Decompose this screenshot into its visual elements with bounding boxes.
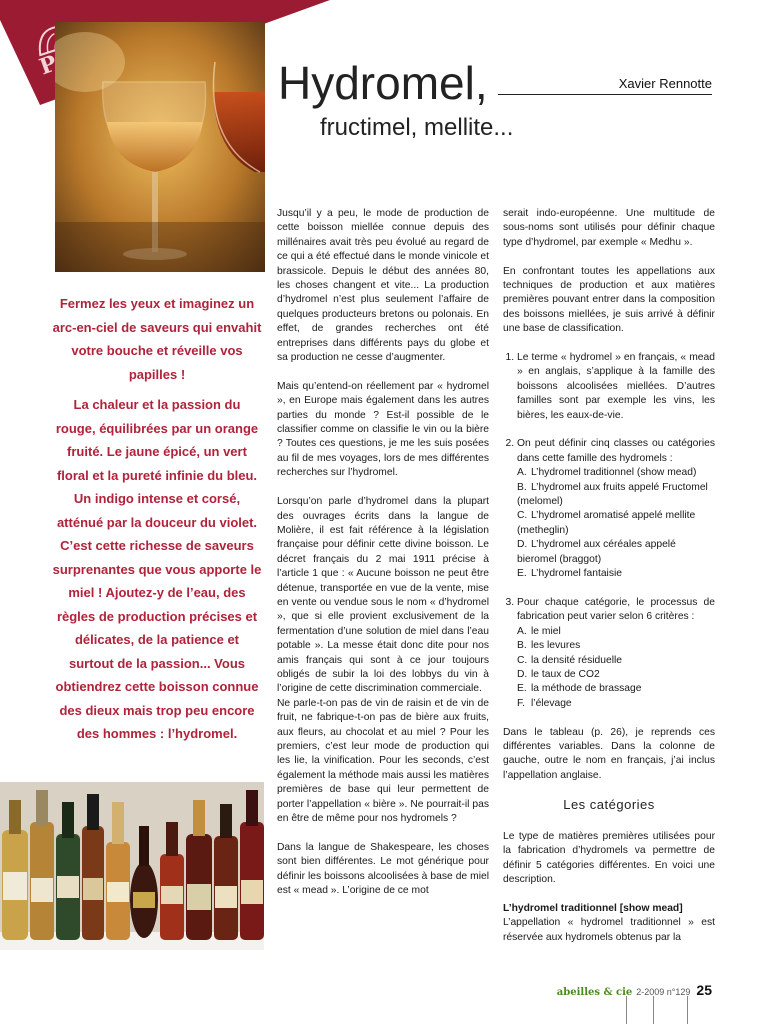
body-paragraph: Le type de matières premières utilisées pour la fabrication d’hydromels va permettre de définir 5 catégories différentes. En voici une description. [503,830,715,886]
list-item-text: On peut définir cinq classes ou catégories dans cette famille des hydromels : [517,438,715,464]
sublist-item: E. L’hydromel fantaisie [517,568,623,580]
list-item [517,351,715,423]
body-paragraph: Lorsqu’on parle d’hydromel dans la plupart des ouvrages écrits dans la langue de Molière, il est fait référence à la législation française pour définir cette divine boisson. Le décret français du 2 mai 1911 précise à l’article 1 que : « Aucune boisson ne peut être détenue, transportée en vue de la vente, mise en vente ou vendue sous le nom « d’hydromel », que si elle provient exclusivement de la fermentation d’une solution de miel dans l’eau potable ». La messe était donc dite pour nos amis français qui sont à ce jour toujours obligés de subir la loi des lobbys du vin à l’origine de cette discrimination commerciale. [277,496,489,695]
list-item-text: Le terme « hydromel » en français, « mead » en anglais, s’applique à la famille des boissons alcoolisées miellées. D’autres familles sont par exemple les vins, les bières, les eaux-de-vie. [517,352,715,421]
criteria-sublist [517,625,715,711]
footer-rule [687,996,688,1024]
body-paragraph: Mais qu’entend-on réellement par « hydromel », en Europe mais également dans les autres parties du monde ? Est-il possible de le classifier comme on classifie le vin ou la bière ? Toutes ces questions, je me les suis posées au fil de mes voyages, lors de mes différentes recherches sur l’hydromel. [277,380,489,479]
body-paragraph: L’appellation « hydromel traditionnel » est réservée aux hydromels obtenus par la [503,917,715,943]
list-item [517,437,715,581]
pull-quote [52,292,262,753]
article-author: Xavier Rennotte [618,76,712,91]
paragraph-heading: L’hydromel traditionnel [show mead] [503,902,683,914]
pull-quote-paragraph: La chaleur et la passion du rouge, équilibrées par un orange fruité. Le jaune épicé, un vert floral et la pureté infinie du bleu. Un indigo intense et corsé, atténué par la douceur du violet. C’est cette richesse de saveurs surprenantes que vous apporte le miel ! Ajoutez-y de l’eau, des règles de production précises et délicates, de la patience et surtout de la passion... Vous obtiendrez cette boisson connue des dieux mais trop peu encore des hommes : l’hydromel. [52,397,262,741]
body-paragraph: Dans la langue de Shakespeare, les choses sont bien différentes. Le mot générique pour définir les boissons alcoolisées à base de miel est « mead ». L’origine de ce mot [277,841,489,897]
category-sublist [517,466,715,581]
wine-glasses-photo [55,22,265,272]
body-column-1 [277,207,489,913]
issue-number: 2-2009 n°129 [636,987,691,997]
article-subtitle: fructimel, mellite... [320,114,514,141]
section-subheading: Les catégories [563,796,655,812]
sublist-item: C. la densité résiduelle [517,654,623,666]
sublist-item: F. l’élevage [517,697,572,709]
body-paragraph: serait indo-européenne. Une multitude de sous-noms sont utilisés pour définir chaque type d’hydromel, par exemple « Medhu ». [503,208,715,248]
footer-rule [626,996,627,1024]
mead-bottles-photo [0,782,264,950]
classification-list [503,351,715,711]
body-paragraph: Jusqu’il y a peu, le mode de production de cette boisson miellée connue depuis des millénaires avait très peu évolué au regard de ce qui a été effectué dans le monde vinicole et brassicole. Depuis le début des années 80, les choses changent et vite... La production d’hydromel n’est plus seulement l’affaire de quelques producteurs bretons ou polonais. En effet, de grandes recherches ont été entreprises dans différents pays du globe et sa production ne cesse d’augmenter. [277,208,489,364]
sublist-item: A. L’hydromel traditionnel (show mead) [517,467,697,479]
sublist-item: C. L’hydromel aromatisé appelé mellite (metheglin) [517,510,696,536]
footer-rule [653,996,654,1024]
sublist-item: A. le miel [517,625,561,637]
sublist-item: D. L’hydromel aux céréales appelé bieromel (braggot) [517,539,676,565]
list-item [517,596,715,711]
body-paragraph: En confrontant toutes les appellations aux techniques de production et aux matières premières pouvant entrer dans la composition des boissons miellées, je suis arrivé à définir une base de classification. [503,265,715,335]
title-rule [498,94,712,95]
list-item-text: Pour chaque catégorie, le processus de fabrication peut varier selon 6 critères : [517,596,715,623]
body-paragraph: Dans le tableau (p. 26), je reprends ces différentes variables. Dans la colonne de gauche, outre le nom en français, j’ai inclus l’appellation anglaise. [503,726,715,781]
body-column-2 [503,207,715,960]
page-footer [557,982,712,998]
sublist-item: E. la méthode de brassage [517,683,642,695]
journal-name: abeilles & cie [556,987,633,998]
body-paragraph: Ne parle-t-on pas de vin de raisin et de vin de fruit, ne fabrique-t-on pas de bière aux fruits, aux fleurs, au chocolat et au miel ? Pour les premiers, c’est leur mode de production qui les lie, la vinification. Pour les seconds, c’est également la méthode mais aussi les matières premières de base qui leur permettent de porter l’appellation « bière ». Ne pourrait-il pas en être de même pour nos hydromels ? [277,697,489,825]
pull-quote-paragraph: Fermez les yeux et imaginez un arc-en-ciel de saveurs qui envahit votre bouche et réveille vos papilles ! [52,296,262,382]
sublist-item: B. les levures [517,640,581,652]
page-number: 25 [696,982,712,998]
sublist-item: B. L’hydromel aux fruits appelé Fructomel (melomel) [517,481,708,508]
article-title: Hydromel, [278,57,488,109]
sublist-item: D. le taux de CO2 [517,668,600,680]
